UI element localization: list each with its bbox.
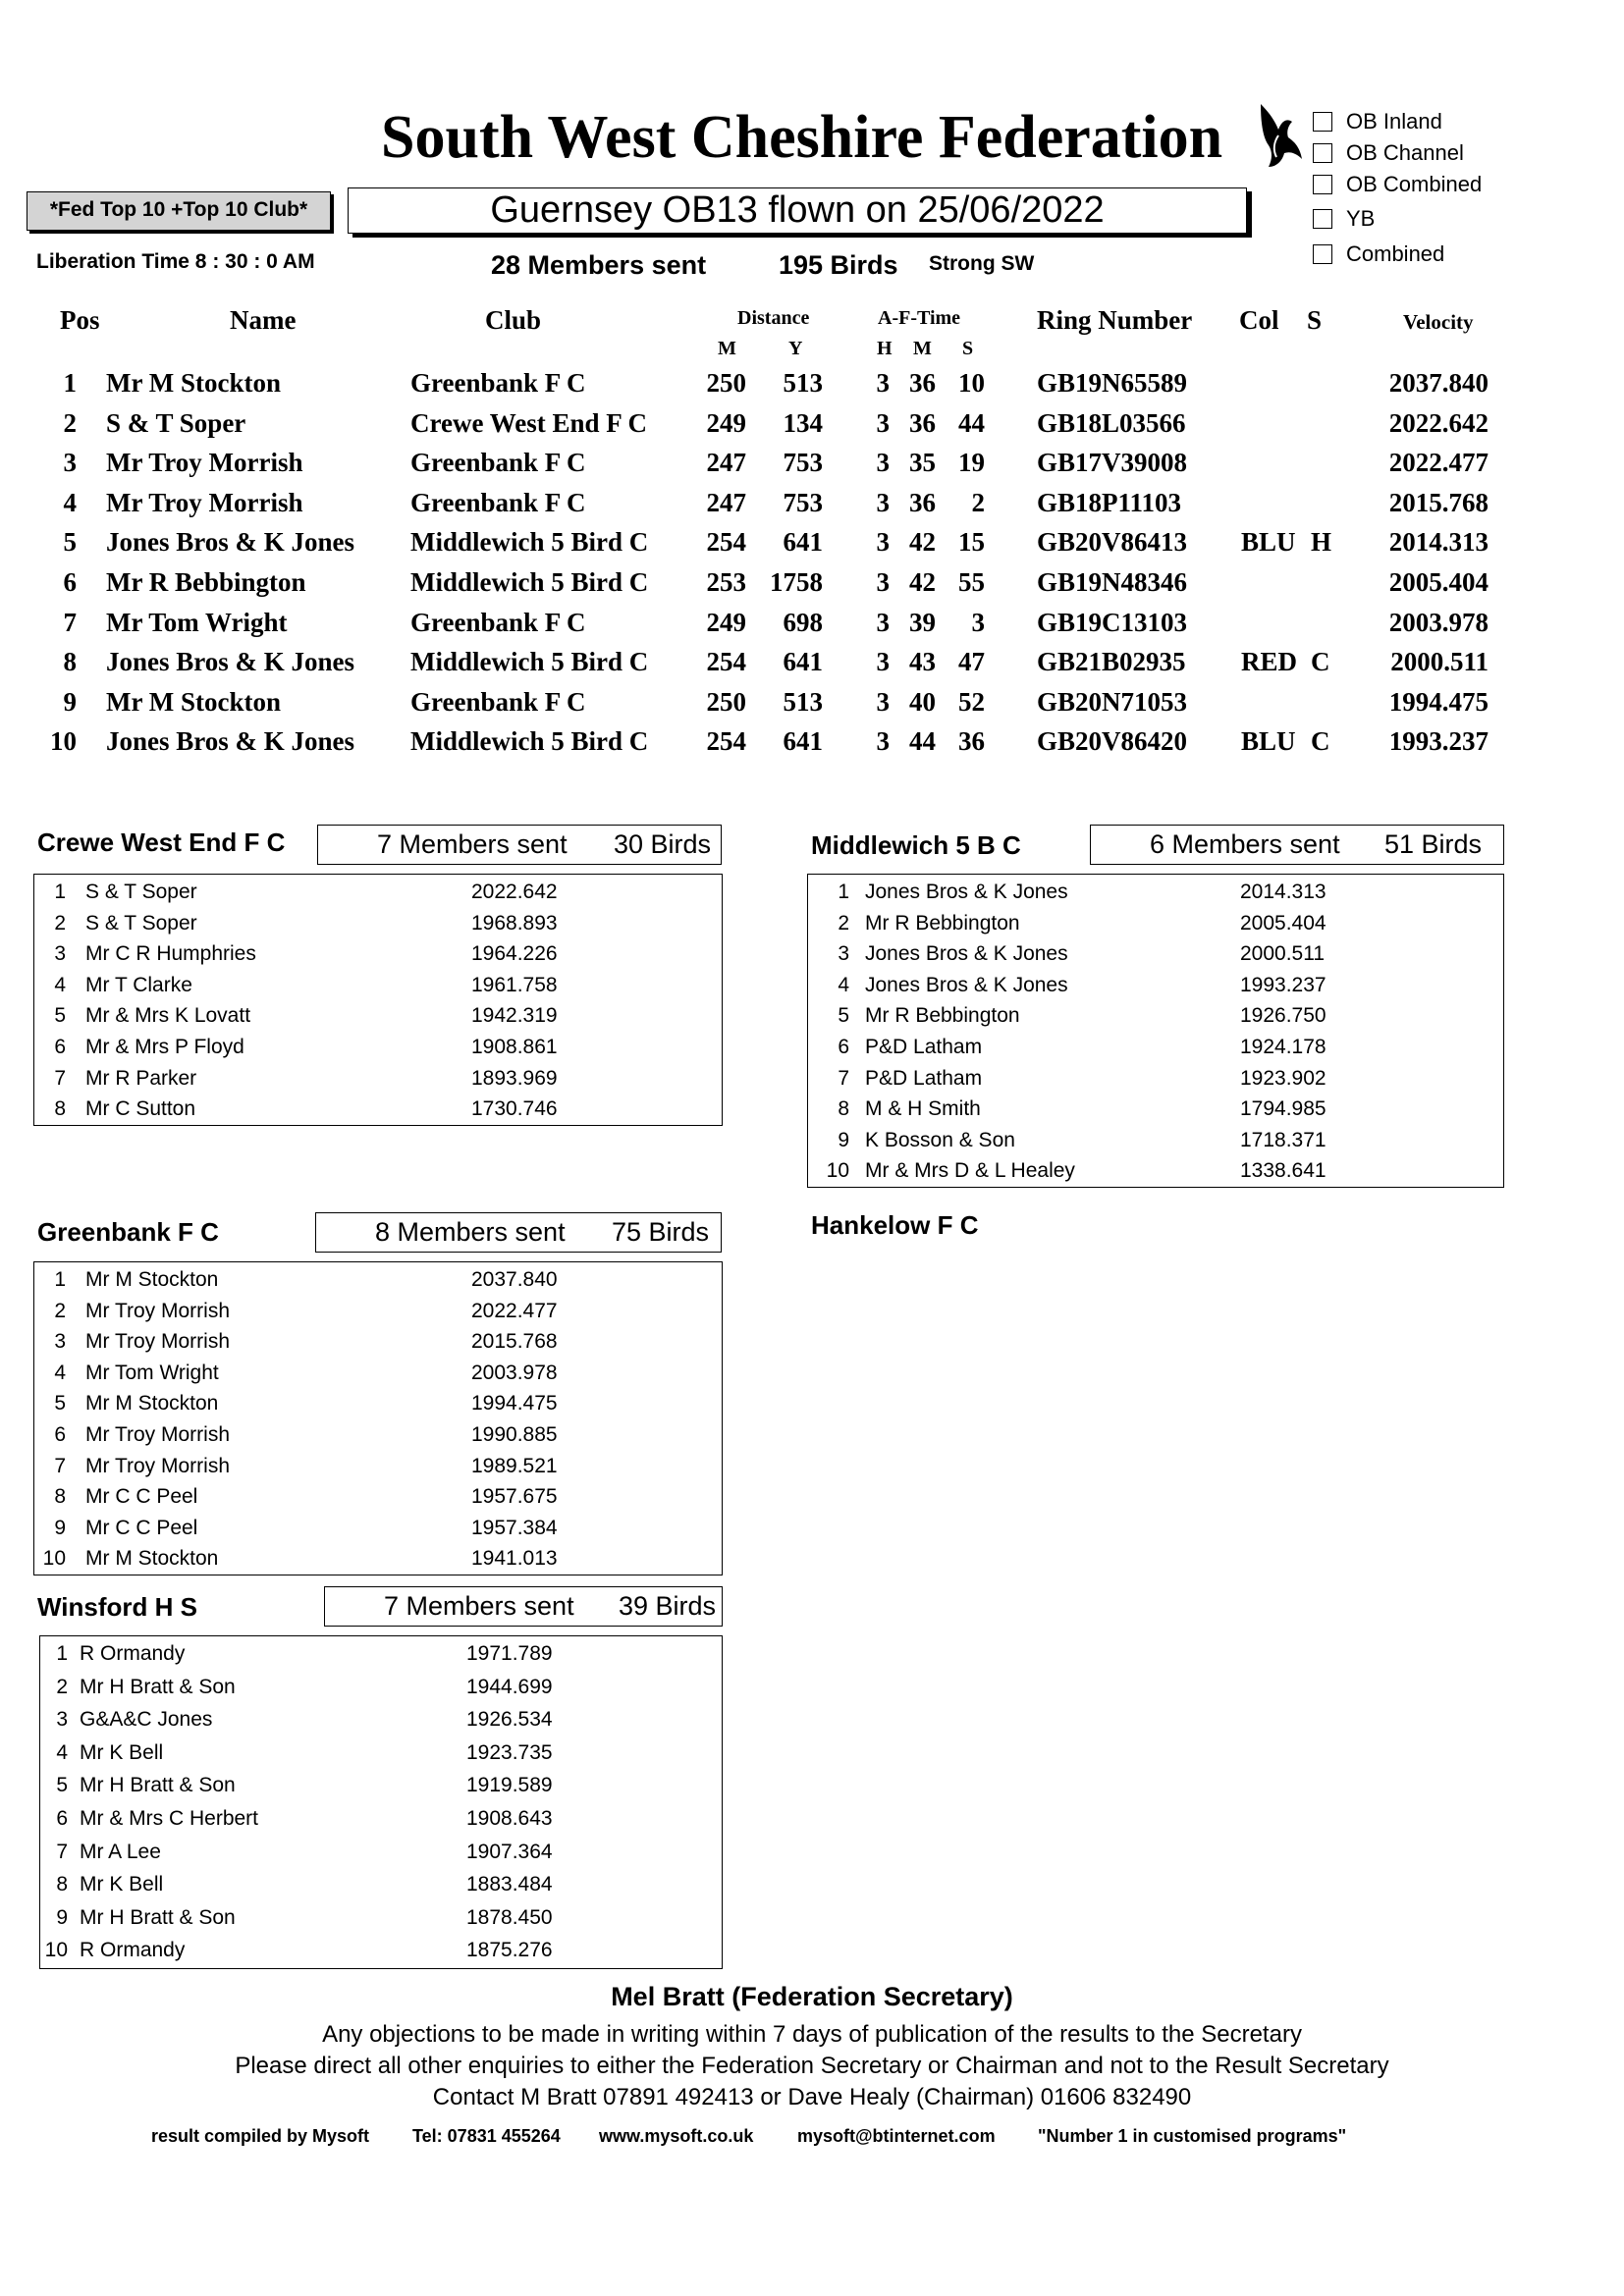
club-item-name: Mr Troy Morrish: [85, 1299, 230, 1322]
result-velocity: 1994.475: [1388, 686, 1489, 717]
club-item-pos: 2: [838, 911, 849, 934]
club-item-velocity: 1893.969: [471, 1066, 558, 1090]
club-list-winsford: [39, 1635, 723, 1969]
club-item-name: Mr C C Peel: [85, 1516, 198, 1539]
club-item-name: Mr Troy Morrish: [85, 1330, 230, 1354]
result-club: Middlewich 5 Bird C: [410, 726, 649, 757]
result-club: Greenbank F C: [410, 686, 586, 717]
club-item-velocity: 1338.641: [1240, 1159, 1326, 1183]
club-item-velocity: 1942.319: [471, 1004, 558, 1028]
result-name: Jones Bros & K Jones: [106, 527, 355, 558]
credit-website[interactable]: www.mysoft.co.uk: [599, 2126, 754, 2146]
club-list-greenbank: [33, 1261, 723, 1575]
result-velocity: 2000.511: [1390, 647, 1489, 677]
col-aftime: A-F-Time: [878, 307, 961, 329]
club-item-name: Mr & Mrs P Floyd: [85, 1036, 244, 1058]
club-item-velocity: 1718.371: [1240, 1128, 1326, 1151]
result-yards: 641: [783, 726, 823, 757]
club-item-velocity: 1730.746: [471, 1097, 558, 1121]
result-club: Greenbank F C: [410, 487, 586, 517]
result-velocity: 2022.642: [1388, 407, 1489, 438]
result-name: Mr Troy Morrish: [106, 487, 303, 517]
footer-enquiries: Please direct all other enquiries to either the Federation Secretary or Chairman and not to the Result Secretary: [235, 2053, 1389, 2079]
result-velocity: 2005.404: [1388, 567, 1489, 597]
result-yards: 134: [783, 407, 823, 438]
result-seconds: 19: [958, 448, 985, 478]
club-stat-middlewich: 6 Members sent 51 Birds: [1090, 825, 1504, 865]
club-item-velocity: 2022.642: [471, 881, 558, 903]
club-item-velocity: 1990.885: [471, 1423, 558, 1446]
result-miles: 249: [706, 407, 746, 438]
result-pos: 2: [63, 407, 77, 438]
result-velocity: 1993.237: [1388, 726, 1489, 757]
result-hours: 3: [876, 686, 890, 717]
result-sex: C: [1311, 726, 1330, 757]
result-velocity: 2003.978: [1388, 607, 1489, 637]
result-seconds: 3: [971, 607, 985, 637]
club-item-pos: 1: [838, 881, 849, 903]
club-item-name: P&D Latham: [865, 1036, 983, 1058]
club-item-velocity: 1924.178: [1240, 1036, 1326, 1058]
result-miles: 247: [706, 448, 746, 478]
result-club: Greenbank F C: [410, 368, 586, 398]
result-hours: 3: [876, 368, 890, 398]
result-colour: RED: [1241, 647, 1298, 677]
club-item-pos: 1: [54, 881, 66, 903]
result-seconds: 2: [971, 487, 985, 517]
club-item-velocity: 1923.735: [466, 1740, 553, 1764]
club-item-velocity: 2000.511: [1240, 942, 1326, 966]
col-seconds: S: [962, 338, 974, 359]
race-title: Guernsey OB13 flown on 25/06/2022: [348, 187, 1247, 234]
club-item-velocity: 1989.521: [471, 1454, 558, 1477]
club-item-pos: 4: [54, 1361, 66, 1384]
result-velocity: 2022.477: [1388, 448, 1489, 478]
club-item-velocity: 1961.758: [471, 973, 558, 996]
club-item-velocity: 1878.450: [466, 1905, 553, 1929]
club-item-pos: 4: [56, 1740, 68, 1764]
result-hours: 3: [876, 567, 890, 597]
checkbox-icon[interactable]: [1313, 175, 1332, 194]
club-item-velocity: 1993.237: [1240, 973, 1326, 996]
club-item-pos: 8: [56, 1873, 68, 1896]
club-name-greenbank: Greenbank F C: [37, 1217, 219, 1247]
result-name: Mr Tom Wright: [106, 607, 288, 637]
result-minutes: 39: [909, 607, 936, 637]
club-item-pos: 3: [56, 1708, 68, 1732]
result-velocity: 2014.313: [1388, 527, 1489, 558]
result-hours: 3: [876, 407, 890, 438]
club-item-velocity: 1794.985: [1240, 1097, 1326, 1121]
club-item-name: Mr Tom Wright: [85, 1361, 219, 1384]
club-item-name: Mr T Clarke: [85, 973, 192, 996]
col-hours: H: [877, 338, 893, 359]
result-hours: 3: [876, 607, 890, 637]
club-item-name: Mr C Sutton: [85, 1097, 196, 1121]
club-name-middlewich: Middlewich 5 B C: [811, 830, 1021, 860]
result-yards: 513: [783, 368, 823, 398]
club-item-pos: 5: [54, 1004, 66, 1028]
club-item-velocity: 1908.643: [466, 1807, 553, 1830]
result-pos: 10: [50, 726, 77, 757]
club-item-velocity: 1944.699: [466, 1675, 553, 1698]
checkbox-icon[interactable]: [1313, 209, 1332, 229]
result-yards: 753: [783, 448, 823, 478]
result-club: Greenbank F C: [410, 607, 586, 637]
club-item-pos: 7: [54, 1454, 66, 1477]
club-item-velocity: 1919.589: [466, 1774, 553, 1797]
club-item-pos: 6: [56, 1807, 68, 1830]
result-seconds: 36: [958, 726, 985, 757]
club-item-pos: 2: [56, 1675, 68, 1698]
result-name: Mr M Stockton: [106, 368, 281, 398]
club-item-name: Mr M Stockton: [85, 1392, 219, 1415]
credit-compiled: result compiled by Mysoft: [151, 2126, 370, 2146]
club-item-pos: 1: [56, 1642, 68, 1665]
club-item-velocity: 1926.534: [466, 1708, 553, 1732]
club-stat-greenbank: 8 Members sent 75 Birds: [315, 1212, 722, 1253]
club-item-velocity: 1971.789: [466, 1642, 553, 1665]
club-item-name: R Ormandy: [80, 1939, 186, 1962]
result-minutes: 42: [909, 527, 936, 558]
result-hours: 3: [876, 726, 890, 757]
result-ring: GB19N65589: [1037, 368, 1188, 398]
credit-slogan: "Number 1 in customised programs": [1038, 2126, 1347, 2146]
club-list-middlewich: [807, 874, 1504, 1188]
result-sex: C: [1311, 647, 1330, 677]
club-item-pos: 10: [826, 1159, 849, 1183]
col-ring: Ring Number: [1037, 305, 1193, 335]
club-item-velocity: 2003.978: [471, 1361, 558, 1384]
club-name-hankelow: Hankelow F C: [811, 1210, 979, 1240]
club-item-velocity: 1957.675: [471, 1485, 558, 1509]
club-item-pos: 2: [54, 911, 66, 934]
club-item-name: Mr & Mrs D & L Healey: [865, 1159, 1075, 1183]
result-name: Mr Troy Morrish: [106, 448, 303, 478]
club-item-velocity: 1883.484: [466, 1873, 553, 1896]
club-item-pos: 9: [838, 1128, 849, 1151]
result-hours: 3: [876, 527, 890, 558]
col-yards: Y: [788, 338, 803, 359]
result-pos: 6: [63, 567, 77, 597]
club-item-pos: 3: [54, 1330, 66, 1354]
club-item-name: Mr A Lee: [80, 1840, 161, 1863]
result-pos: 9: [63, 686, 77, 717]
club-item-name: Jones Bros & K Jones: [865, 881, 1068, 903]
result-minutes: 43: [909, 647, 936, 677]
wind-condition: Strong SW: [929, 252, 1035, 275]
club-item-name: Mr C R Humphries: [85, 942, 256, 966]
col-pos: Pos: [60, 305, 100, 335]
club-item-name: R Ormandy: [80, 1642, 186, 1665]
result-club: Crewe West End F C: [410, 407, 647, 438]
result-miles: 254: [706, 726, 746, 757]
club-list-crewe: [33, 874, 723, 1126]
club-item-name: K Bosson & Son: [865, 1128, 1015, 1151]
result-colour: BLU: [1241, 726, 1296, 757]
club-item-name: Jones Bros & K Jones: [865, 973, 1068, 996]
result-miles: 250: [706, 368, 746, 398]
col-minutes: M: [913, 338, 932, 359]
club-item-pos: 6: [54, 1036, 66, 1058]
members-sent: 28 Members sent: [491, 250, 707, 280]
page-title: South West Cheshire Federation: [381, 104, 1223, 171]
result-ring: GB20V86420: [1037, 726, 1188, 757]
club-item-velocity: 2037.840: [471, 1268, 558, 1291]
club-item-pos: 9: [56, 1905, 68, 1929]
result-name: Jones Bros & K Jones: [106, 647, 355, 677]
club-item-velocity: 2022.477: [471, 1299, 558, 1322]
club-item-name: Mr & Mrs C Herbert: [80, 1807, 259, 1830]
club-item-pos: 7: [838, 1066, 849, 1090]
col-velocity: Velocity: [1403, 310, 1474, 334]
result-ring: GB19N48346: [1037, 567, 1188, 597]
col-colour: Col: [1239, 305, 1279, 335]
club-item-pos: 10: [44, 1939, 68, 1962]
club-item-name: Mr Troy Morrish: [85, 1423, 230, 1446]
club-item-velocity: 1908.861: [471, 1036, 558, 1058]
club-item-pos: 5: [54, 1392, 66, 1415]
club-item-name: Mr R Bebbington: [865, 911, 1020, 934]
club-name-crewe: Crewe West End F C: [37, 828, 286, 857]
club-item-pos: 4: [54, 973, 66, 996]
club-item-pos: 5: [838, 1004, 849, 1028]
club-stat-winsford: 7 Members sent 39 Birds: [324, 1586, 723, 1627]
club-item-pos: 8: [54, 1485, 66, 1509]
club-item-pos: 9: [54, 1516, 66, 1539]
club-item-name: Mr C C Peel: [85, 1485, 198, 1509]
result-minutes: 42: [909, 567, 936, 597]
result-yards: 753: [783, 487, 823, 517]
col-name: Name: [230, 305, 297, 335]
result-sex: H: [1311, 527, 1332, 558]
result-miles: 254: [706, 647, 746, 677]
club-item-pos: 7: [56, 1840, 68, 1863]
club-item-name: P&D Latham: [865, 1066, 983, 1090]
club-item-pos: 10: [42, 1547, 66, 1571]
club-item-name: Mr Troy Morrish: [85, 1454, 230, 1477]
club-item-pos: 3: [838, 942, 849, 966]
result-miles: 250: [706, 686, 746, 717]
col-sex: S: [1307, 305, 1323, 335]
result-minutes: 44: [909, 726, 936, 757]
pigeon-logo-icon: [1255, 102, 1304, 169]
club-item-pos: 5: [56, 1774, 68, 1797]
result-ring: GB20V86413: [1037, 527, 1188, 558]
result-ring: GB17V39008: [1037, 448, 1188, 478]
result-yards: 641: [783, 527, 823, 558]
result-miles: 253: [706, 567, 746, 597]
club-item-name: Mr & Mrs K Lovatt: [85, 1004, 251, 1028]
result-club: Greenbank F C: [410, 448, 586, 478]
result-miles: 254: [706, 527, 746, 558]
result-pos: 8: [63, 647, 77, 677]
club-item-name: Mr R Bebbington: [865, 1004, 1020, 1028]
club-item-name: Mr M Stockton: [85, 1268, 219, 1291]
club-item-name: G&A&C Jones: [80, 1708, 213, 1732]
result-hours: 3: [876, 448, 890, 478]
club-item-name: Mr M Stockton: [85, 1547, 219, 1571]
club-stat-crewe: 7 Members sent 30 Birds: [317, 825, 722, 865]
club-item-velocity: 1968.893: [471, 911, 558, 934]
option-yb[interactable]: YB: [1313, 205, 1375, 233]
result-club: Middlewich 5 Bird C: [410, 567, 649, 597]
club-item-name: Mr H Bratt & Son: [80, 1675, 236, 1698]
result-yards: 641: [783, 647, 823, 677]
credit-email[interactable]: mysoft@btinternet.com: [797, 2126, 996, 2146]
result-seconds: 52: [958, 686, 985, 717]
result-minutes: 36: [909, 487, 936, 517]
result-seconds: 55: [958, 567, 985, 597]
birds-sent: 195 Birds: [779, 250, 898, 280]
footer-contact: Contact M Bratt 07891 492413 or Dave Healy (Chairman) 01606 832490: [432, 2084, 1192, 2110]
result-ring: GB18L03566: [1037, 407, 1186, 438]
club-item-pos: 8: [54, 1097, 66, 1121]
result-name: Jones Bros & K Jones: [106, 726, 355, 757]
result-hours: 3: [876, 647, 890, 677]
result-pos: 4: [63, 487, 77, 517]
club-item-name: Mr R Parker: [85, 1066, 197, 1090]
result-ring: GB21B02935: [1037, 647, 1186, 677]
club-item-name: S & T Soper: [85, 881, 197, 903]
result-pos: 1: [63, 368, 77, 398]
result-miles: 249: [706, 607, 746, 637]
result-name: S & T Soper: [106, 407, 246, 438]
result-velocity: 2015.768: [1388, 487, 1489, 517]
club-item-pos: 1: [54, 1268, 66, 1291]
club-item-pos: 3: [54, 942, 66, 966]
col-club: Club: [485, 305, 542, 335]
result-seconds: 10: [958, 368, 985, 398]
result-seconds: 47: [958, 647, 985, 677]
option-combined[interactable]: Combined: [1313, 240, 1444, 268]
club-item-velocity: 2015.768: [471, 1330, 558, 1354]
club-name-winsford: Winsford H S: [37, 1592, 197, 1622]
club-item-pos: 6: [54, 1423, 66, 1446]
result-yards: 698: [783, 607, 823, 637]
result-pos: 5: [63, 527, 77, 558]
option-ob-combined[interactable]: OB Combined: [1313, 171, 1482, 198]
club-item-velocity: 1875.276: [466, 1939, 553, 1962]
option-ob-channel[interactable]: OB Channel: [1313, 139, 1464, 167]
club-item-pos: 6: [838, 1036, 849, 1058]
club-item-name: Mr H Bratt & Son: [80, 1774, 236, 1797]
club-item-pos: 8: [838, 1097, 849, 1121]
club-item-name: Mr K Bell: [80, 1873, 164, 1896]
result-yards: 513: [783, 686, 823, 717]
result-club: Middlewich 5 Bird C: [410, 527, 649, 558]
club-item-velocity: 1964.226: [471, 942, 558, 966]
club-item-name: Mr H Bratt & Son: [80, 1905, 236, 1929]
result-pos: 3: [63, 448, 77, 478]
club-item-velocity: 2005.404: [1240, 911, 1326, 934]
club-item-velocity: 1957.384: [471, 1516, 558, 1539]
checkbox-icon[interactable]: [1313, 112, 1332, 132]
club-item-velocity: 1923.902: [1240, 1066, 1326, 1090]
footer-objections: Any objections to be made in writing within 7 days of publication of the results to the Secretary: [322, 2021, 1302, 2048]
checkbox-icon[interactable]: [1313, 143, 1332, 163]
club-item-velocity: 1907.364: [466, 1840, 553, 1863]
col-miles: M: [718, 338, 736, 359]
result-hours: 3: [876, 487, 890, 517]
checkbox-icon[interactable]: [1313, 244, 1332, 264]
club-item-pos: 2: [54, 1299, 66, 1322]
result-club: Middlewich 5 Bird C: [410, 647, 649, 677]
result-colour: BLU: [1241, 527, 1296, 558]
result-minutes: 36: [909, 407, 936, 438]
result-name: Mr M Stockton: [106, 686, 281, 717]
club-item-name: M & H Smith: [865, 1097, 981, 1121]
result-seconds: 15: [958, 527, 985, 558]
club-item-name: Jones Bros & K Jones: [865, 942, 1068, 966]
result-velocity: 2037.840: [1388, 368, 1489, 398]
club-item-velocity: 1994.475: [471, 1392, 558, 1415]
fed-top-label: *Fed Top 10 +Top 10 Club*: [27, 191, 331, 231]
club-item-velocity: 2014.313: [1240, 881, 1326, 903]
result-name: Mr R Bebbington: [106, 567, 306, 597]
club-item-velocity: 1941.013: [471, 1547, 558, 1571]
club-item-pos: 4: [838, 973, 849, 996]
club-item-pos: 7: [54, 1066, 66, 1090]
liberation-time: Liberation Time 8 : 30 : 0 AM: [36, 250, 315, 273]
credit-phone: Tel: 07831 455264: [412, 2126, 561, 2146]
result-ring: GB18P11103: [1037, 487, 1182, 517]
result-pos: 7: [63, 607, 77, 637]
result-seconds: 44: [958, 407, 985, 438]
club-item-name: S & T Soper: [85, 911, 197, 934]
col-distance: Distance: [737, 307, 810, 329]
result-minutes: 40: [909, 686, 936, 717]
result-minutes: 35: [909, 448, 936, 478]
secretary-name: Mel Bratt (Federation Secretary): [611, 1982, 1013, 2011]
club-item-name: Mr K Bell: [80, 1740, 164, 1764]
result-minutes: 36: [909, 368, 936, 398]
result-miles: 247: [706, 487, 746, 517]
result-yards: 1758: [770, 567, 823, 597]
club-item-velocity: 1926.750: [1240, 1004, 1326, 1028]
result-ring: GB19C13103: [1037, 607, 1188, 637]
option-ob-inland[interactable]: OB Inland: [1313, 108, 1442, 135]
result-ring: GB20N71053: [1037, 686, 1188, 717]
